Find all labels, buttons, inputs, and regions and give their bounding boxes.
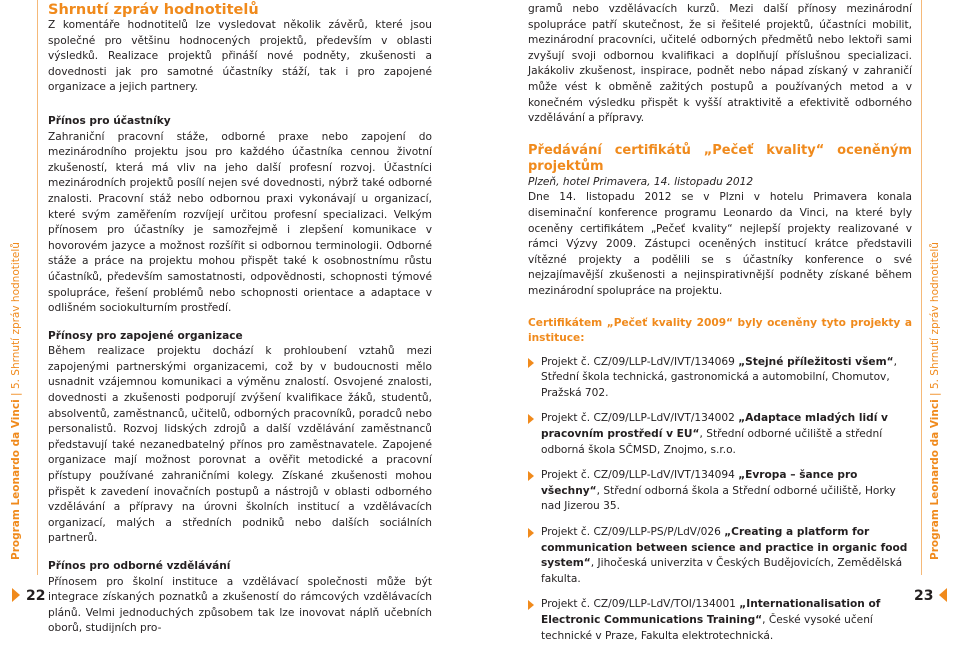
chapter-label: 5. Shrnutí zpráv hodnotitelů: [10, 242, 22, 390]
list-item: Projekt č. CZ/09/LLP-LdV/IVT/134069 „Stejné příležitosti všem“, Střední škola technická, gastronomická a automobilní, Chomutov, Pražská 702.: [528, 355, 912, 402]
section-participants-title: Přínos pro účastníky: [48, 114, 171, 127]
awarded-projects-heading: Certifikátem „Pečeť kvality 2009“ byly oceněny tyto projekty a instituce:: [528, 316, 912, 345]
triangle-right-icon: [12, 588, 20, 602]
section-organizations-title: Přínosy pro zapojené organizace: [48, 329, 243, 342]
arrow-bullet-icon: [528, 528, 534, 538]
list-item: Projekt č. CZ/09/LLP-LdV/TOI/134001 „Internationalisation of Electronic Communications Training“, České vysoké učení technické v Praze, Fakulta elektrotechnická.: [528, 597, 912, 644]
arrow-bullet-icon: [528, 600, 534, 610]
right-running-header: [929, 0, 949, 560]
arrow-bullet-icon: [528, 414, 534, 424]
left-divider: [37, 0, 38, 575]
section-participants-text: Zahraniční pracovní stáže, odborné praxe nebo zapojení do mezinárodního projektu jsou pro každého účastníka cennou životní zkušeností, která má vliv na jeho další profesní rozvoj. Účastníci mezinárodních projektů posílí nejen své dovednosti, nýbrž také odborné znalosti. Pracovní stáž nebo odbornou praxi vykonávají u organizací, které svým zaměřením rozvíjejí určitou profesní specializaci. Velkým přínosem pro účastníky je samozřejmě i zlepšení komunikace v hovorovém jazyce a možnost rozšířit si odbornou terminologii. Odborné stáže a práce na projektu mohou přispět také k osobnostnímu růstu účastníků, především samostatnosti, odpovědnosti, schopnosti týmové spolupráce, řešení problémů nebo schopnosti orientace a adaptace v odlišném sociokulturním prostředí.: [48, 130, 432, 315]
chapter-label: 5. Shrnutí zpráv hodnotitelů: [929, 242, 941, 390]
left-column: [48, 2, 432, 637]
program-label: Program Leonardo da Vinci: [10, 399, 22, 560]
continued-paragraph: gramů nebo vzdělávacích kurzů. Mezi další přínosy mezinárodní spolupráce patří skutečnost, že si řešitelé projektů, účastníci mobilit, mezinárodní pracovníci, učitelé odborných předmětů nebo lektoři sami zvyšují svoji odbornou kvalifikaci a doplňují příslušnou specializaci. Jakákoliv zkušenost, inspirace, podnět nebo nápad získaný v zahraničí může vést k obměně zažitých postupů a používaných metod a v konečném výsledku přispět k vyšší atraktivitě a efektivitě odborného vzdělávání a přípravy.: [528, 3, 912, 125]
intro-paragraph: Z komentáře hodnotitelů lze vysledovat několik závěrů, které jsou společné pro většinu hodnocených projektů, především v oblasti výsledků. Realizace projektů přináší nové podněty, zkušenosti a dovednosti jak pro samotné účastníky stáží, tak i pro zapojené organizace a jejich partnery.: [48, 19, 432, 94]
section-education-title: Přínos pro odborné vzdělávání: [48, 560, 231, 572]
separator: |: [929, 392, 941, 396]
list-item: Projekt č. CZ/09/LLP-LdV/IVT/134094 „Evropa – šance pro všechny“, Střední odborná škola a Střední odborné učiliště, Horky nad Jizerou 35.: [528, 468, 912, 515]
left-page-number: 22: [12, 588, 45, 604]
separator: |: [10, 392, 22, 396]
list-item: Projekt č. CZ/09/LLP-PS/P/LdV/026 „Creating a platform for communication between science and practice in organic food system“, Jihočeská univerzita v Českých Budějovicích, Zemědělská fakulta.: [528, 525, 912, 587]
section-organizations-text: Během realizace projektu dochází k prohloubení vztahů mezi zapojenými partnerskými organizacemi, což by v budoucnosti mělo usnadnit vzájemnou komunikaci a výměnu znalostí. Osvojené znalosti, dovednosti a zkušenosti podporují zvýšení kvalifikace žáků, studentů, absolventů, zaměstnanců, učitelů, odborných pracovníků, poradců nebo personalistů. Rozvoj lidských zdrojů a další vzdělávání zaměstnanců představují také nezanedbatelný přínos pro zaměstnavatele. Zapojené organizace mají možnost porovnat a ověřit metodické a pracovní přístupy používané zahraničními kolegy. Získané zkušenosti mohou přispět k zavedení inovačních postupů a nástrojů v oblasti odborného vzdělávání a přípravy na úrovni školních institucí a vzdělávacích organizací, malých a středních podniků nebo dalších sociálních partnerů.: [48, 345, 432, 545]
page-title: Shrnutí zpráv hodnotitelů: [48, 2, 259, 18]
section-education-text: Přínosem pro školní instituce a vzdělávací společnosti může být integrace získaných poznatků a zkušeností do rámcových vzdělávacích plánů. Velmi jednoduchých způsobem tak lze inovovat náplň učebních oborů, studijních pro-: [48, 575, 432, 635]
arrow-bullet-icon: [528, 471, 534, 481]
awarded-projects-list: [528, 355, 912, 645]
triangle-left-icon: [939, 588, 947, 602]
award-heading: Předávání certifikátů „Pečeť kvality“ oceněným projektům: [528, 142, 912, 174]
award-paragraph: Dne 14. listopadu 2012 se v Plzni v hotelu Primavera konala diseminační konference programu Leonardo da Vinci, na které byly oceněny certifikátem „Pečeť kvality“ nejlepší projekty realizované v rámci Výzvy 2009. Zástupci oceněných institucí krátce představili vítězné projekty a podělili se s účastníky konference o své nejzajímavější zkušenosti a nejinspirativnější podněty získané během mezinárodní spolupráce na projektu.: [528, 191, 912, 297]
arrow-bullet-icon: [528, 358, 534, 368]
right-divider: [921, 0, 922, 575]
event-place-date: Plzeň, hotel Primavera, 14. listopadu 2012: [528, 175, 754, 188]
right-page-number: 23: [914, 588, 947, 604]
right-column: [528, 2, 912, 654]
program-label: Program Leonardo da Vinci: [929, 399, 941, 560]
list-item: Projekt č. CZ/09/LLP-LdV/IVT/134002 „Adaptace mladých lidí v pracovním prostředí v EU“, Střední odborné učiliště a střední odborná škola SČMSD, Znojmo, s.r.o.: [528, 411, 912, 458]
left-running-header: [10, 0, 30, 560]
